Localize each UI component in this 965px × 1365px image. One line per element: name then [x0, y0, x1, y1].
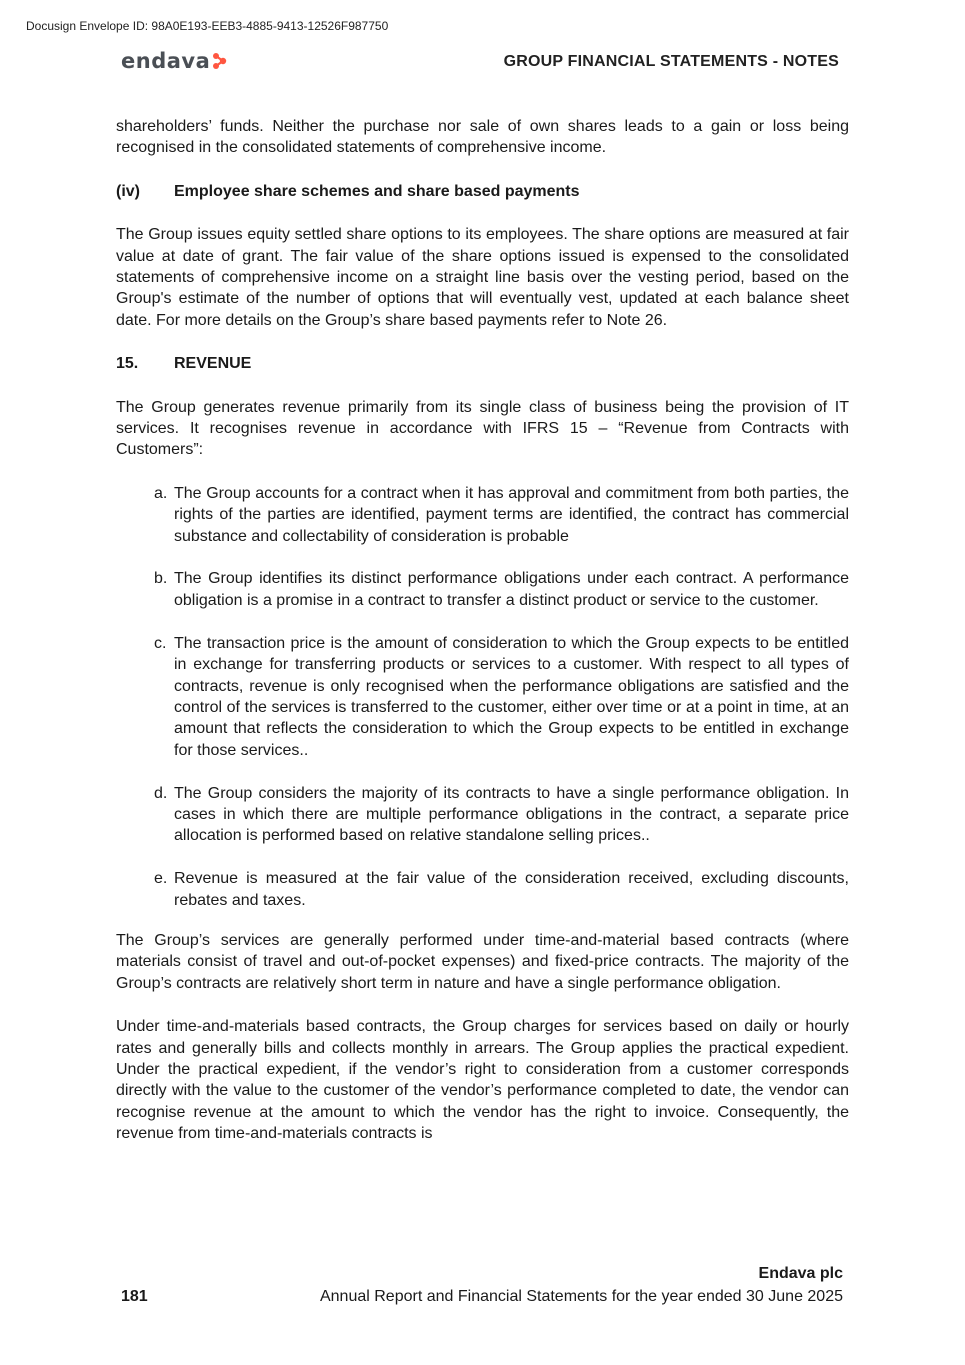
list-item-text: The Group identifies its distinct performance obligations under each contract. A performance obligation is a promise in a contract to transfer a distinct product or service to the customer.	[174, 570, 849, 609]
list-item-text: Revenue is measured at the fair value of the consideration received, excluding discounts, rebates and taxes.	[174, 870, 849, 909]
document-body	[116, 116, 849, 1145]
section-15-number: 15.	[116, 355, 139, 373]
list-item-letter: d.	[154, 784, 168, 802]
intro-paragraph: shareholders’ funds. Neither the purchase nor sale of own shares leads to a gain or loss being recognised in the consolidated statements of comprehensive income.	[116, 118, 849, 157]
endava-logo-icon	[212, 52, 228, 70]
page-number: 181	[121, 1288, 148, 1305]
list-item-letter: c.	[154, 634, 167, 652]
list-item-letter: a.	[154, 484, 168, 502]
list-item	[116, 783, 849, 847]
list-item	[116, 483, 849, 547]
time-and-materials-paragraph: Under time-and-materials based contracts, the Group charges for services based on daily or hourly rates and generally bills and collects monthly in arrears. The Group applies the practical expedient. Under the practical expedient, if the vendor’s right to consideration from a customer corresponds directly with the value to the customer of the vendor’s performance completed to date, the vendor can recognise revenue at the amount to which the vendor has the right to invoice. Consequently, the revenue from time-and-materials contracts is	[116, 1018, 849, 1143]
section-iv-title: Employee share schemes and share based payments	[174, 182, 580, 200]
list-item-text: The Group considers the majority of its contracts to have a single performance obligation. In cases in which there are multiple performance obligations in the contract, a separate price allocation is performed based on relative standalone selling prices..	[174, 784, 849, 845]
section-15-title: REVENUE	[174, 355, 252, 373]
section-iv-heading	[116, 181, 849, 202]
list-item-text: The transaction price is the amount of consideration to which the Group expects to be entitled in exchange for transferring products or services to a customer. With respect to all types of contracts, revenue is only recognised when the performance obligations are satisfied and the control of the services is transferred to the customer, either over time or at a point in time, at an amount that reflects the consideration to which the Group expects to be entitled in exchange for those services..	[174, 634, 849, 759]
header-title: GROUP FINANCIAL STATEMENTS - NOTES	[503, 53, 839, 70]
list-item-letter: e.	[154, 870, 168, 888]
section-15-heading	[116, 353, 849, 374]
docusign-envelope-id: Docusign Envelope ID: 98A0E193-EEB3-4885-9413-12526F987750	[26, 19, 389, 33]
list-item-letter: b.	[154, 570, 168, 588]
list-item-text: The Group accounts for a contract when it has approval and commitment from both parties, the rights of the parties are identified, payment terms are identified, the contract has commercial substance and collectability of consideration is probable	[174, 484, 849, 545]
section-15-paragraph: The Group generates revenue primarily from its single class of business being the provision of IT services. It recognises revenue in accordance with IFRS 15 – “Revenue from Contracts with Customers”:	[116, 398, 849, 459]
section-iv-number: (iv)	[116, 182, 140, 200]
endava-logo	[121, 49, 228, 73]
list-item	[116, 568, 849, 611]
list-item	[116, 633, 849, 761]
footer-report-title: Annual Report and Financial Statements for the year ended 30 June 2025	[319, 1288, 843, 1305]
logo-text: endava	[121, 49, 211, 73]
footer-company: Endava plc	[758, 1265, 843, 1282]
services-paragraph: The Group’s services are generally performed under time-and-material based contracts (where materials consist of travel and out-of-pocket expenses) and fixed-price contracts. The majority of the Group’s contracts are relatively short term in nature and have a single performance obligation.	[116, 931, 849, 992]
revenue-criteria-list	[116, 483, 849, 911]
section-iv-paragraph: The Group issues equity settled share options to its employees. The share options are measured at fair value at date of grant. The fair value of the share options issued is expensed to the consolidated statements of comprehensive income on a straight line basis over the vesting period, based on the Group's estimate of the number of options that will eventually vest, updated at each balance sheet date. For more details on the Group’s share based payments refer to Note 26.	[116, 226, 849, 329]
list-item	[116, 868, 849, 911]
